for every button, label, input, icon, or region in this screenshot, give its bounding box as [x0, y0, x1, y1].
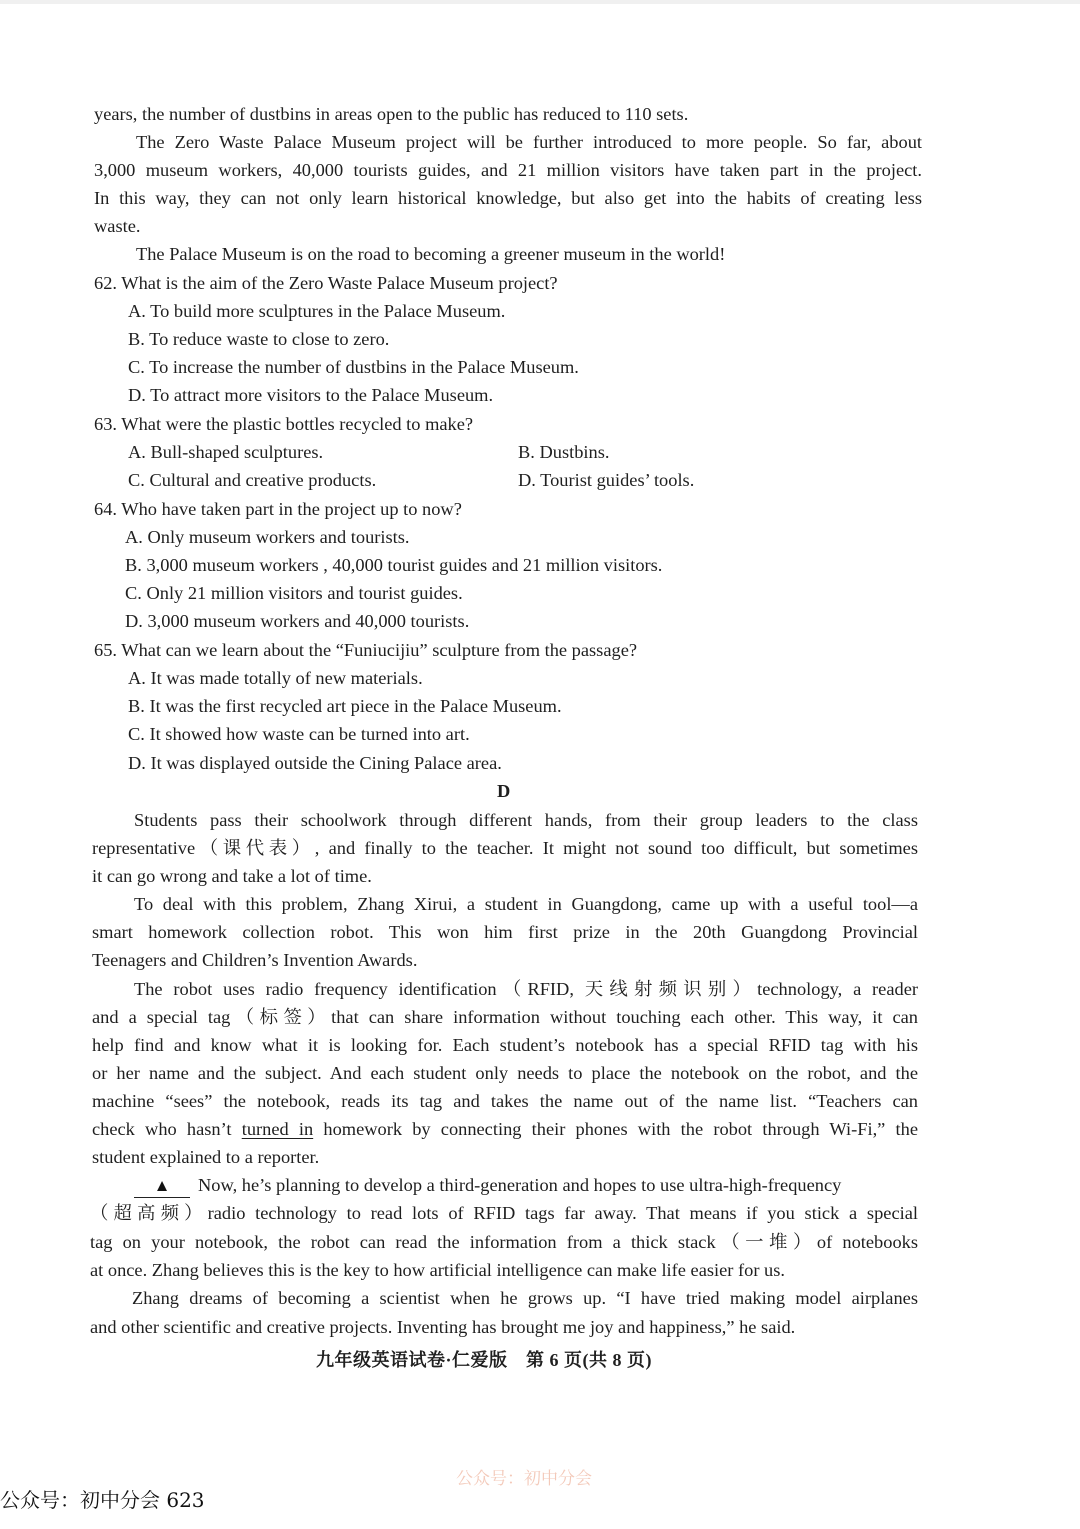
- passage-line: Zhang dreams of becoming a scientist when he grows up. “I have tried making model airplanes: [132, 1288, 918, 1308]
- question-stem: 62. What is the aim of the Zero Waste Palace Museum project?: [94, 273, 558, 293]
- scan-edge: [0, 0, 1080, 4]
- option-d[interactable]: D. It was displayed outside the Cining Palace area.: [128, 753, 502, 773]
- option-a[interactable]: A. Bull-shaped sculptures.: [128, 442, 324, 462]
- passage-line: The Zero Waste Palace Museum project will be further introduced to more people. So far, about: [136, 132, 922, 152]
- triangle-marker-icon: ▲: [153, 1176, 171, 1195]
- passage-line: it can go wrong and take a lot of time.: [92, 866, 372, 886]
- passage-line: （超高频）radio technology to read lots of RFID tags far away. That means if you stick a special: [90, 1203, 918, 1223]
- passage-line: and a special tag（标签）that can share information without touching each other. This way, it can: [92, 1007, 918, 1027]
- option-a[interactable]: A. Only museum workers and tourists.: [125, 527, 410, 547]
- watermark-center: 公众号：初中分会: [456, 1469, 592, 1489]
- passage-line: 3,000 museum workers, 40,000 tourists guides, and 21 million visitors have taken part in the project.: [94, 160, 922, 180]
- option-d[interactable]: D. Tourist guides’ tools.: [518, 470, 695, 490]
- option-b[interactable]: B. 3,000 museum workers , 40,000 tourist guides and 21 million visitors.: [125, 555, 663, 575]
- passage-line: and other scientific and creative projects. Inventing has brought me joy and happiness,” he said.: [90, 1317, 796, 1337]
- passage-line: [134, 1171, 918, 1199]
- text-segment: check who hasn’t: [92, 1119, 242, 1139]
- passage-line: or her name and the subject. And each student only needs to place the notebook on the robot, and the: [92, 1063, 918, 1083]
- passage-line: representative（课代表）, and finally to the teacher. It might not sound too difficult, but sometimes: [92, 838, 918, 858]
- page-footer: 九年级英语试卷·仁爱版 第 6 页(共 8 页): [316, 1350, 652, 1370]
- passage-line: smart homework collection robot. This won him first prize in the 20th Guangdong Provincial: [92, 922, 918, 942]
- passage-line: In this way, they can not only learn historical knowledge, but also get into the habits of creating less: [94, 188, 922, 208]
- text-segment: Now, he’s planning to develop a third-generation and hopes to use ultra-high-frequency: [198, 1175, 842, 1195]
- underlined-phrase: turned in: [241, 1119, 314, 1139]
- option-a[interactable]: A. To build more sculptures in the Palace Museum.: [128, 301, 506, 321]
- passage-line: [92, 1115, 918, 1143]
- watermark-left: 公众号：初中分会 623: [0, 1488, 205, 1512]
- passage-line: student explained to a reporter.: [92, 1147, 320, 1167]
- text-segment: homework by connecting their phones with the robot through Wi-Fi,” the: [313, 1119, 918, 1139]
- passage-line: Students pass their schoolwork through different hands, from their group leaders to the class: [134, 810, 918, 830]
- section-heading: D: [497, 781, 511, 801]
- passage-line: Teenagers and Children’s Invention Awards.: [92, 950, 418, 970]
- question-stem: 63. What were the plastic bottles recycled to make?: [94, 414, 474, 434]
- answer-blank[interactable]: [134, 1174, 190, 1198]
- passage-line: at once. Zhang believes this is the key to how artificial intelligence can make life easier for us.: [90, 1260, 786, 1280]
- passage-line: help find and know what it is looking for. Each student’s notebook has a special RFID tag with his: [92, 1035, 918, 1055]
- option-c[interactable]: C. Cultural and creative products.: [128, 470, 377, 490]
- passage-line: To deal with this problem, Zhang Xirui, a student in Guangdong, came up with a useful tool—a: [134, 894, 918, 914]
- passage-line: machine “sees” the notebook, reads its tag and takes the name out of the name list. “Teachers can: [92, 1091, 918, 1111]
- passage-line: years, the number of dustbins in areas open to the public has reduced to 110 sets.: [94, 104, 689, 124]
- option-d[interactable]: D. 3,000 museum workers and 40,000 tourists.: [125, 611, 470, 631]
- option-b[interactable]: B. Dustbins.: [518, 442, 610, 462]
- passage-line: The robot uses radio frequency identification（RFID, 天线射频识别）technology, a reader: [134, 979, 918, 999]
- option-c[interactable]: C. It showed how waste can be turned into art.: [128, 724, 470, 744]
- option-a[interactable]: A. It was made totally of new materials.: [128, 668, 423, 688]
- option-d[interactable]: D. To attract more visitors to the Palace Museum.: [128, 385, 494, 405]
- option-b[interactable]: B. To reduce waste to close to zero.: [128, 329, 390, 349]
- passage-line: tag on your notebook, the robot can read the information from a thick stack（一堆）of notebooks: [90, 1232, 918, 1252]
- question-stem: 65. What can we learn about the “Funiucijiu” sculpture from the passage?: [94, 640, 638, 660]
- question-stem: 64. Who have taken part in the project up to now?: [94, 499, 462, 519]
- option-c[interactable]: C. Only 21 million visitors and tourist guides.: [125, 583, 463, 603]
- option-b[interactable]: B. It was the first recycled art piece in the Palace Museum.: [128, 696, 562, 716]
- option-c[interactable]: C. To increase the number of dustbins in the Palace Museum.: [128, 357, 579, 377]
- passage-line: waste.: [94, 216, 141, 236]
- passage-line: The Palace Museum is on the road to becoming a greener museum in the world!: [136, 244, 726, 264]
